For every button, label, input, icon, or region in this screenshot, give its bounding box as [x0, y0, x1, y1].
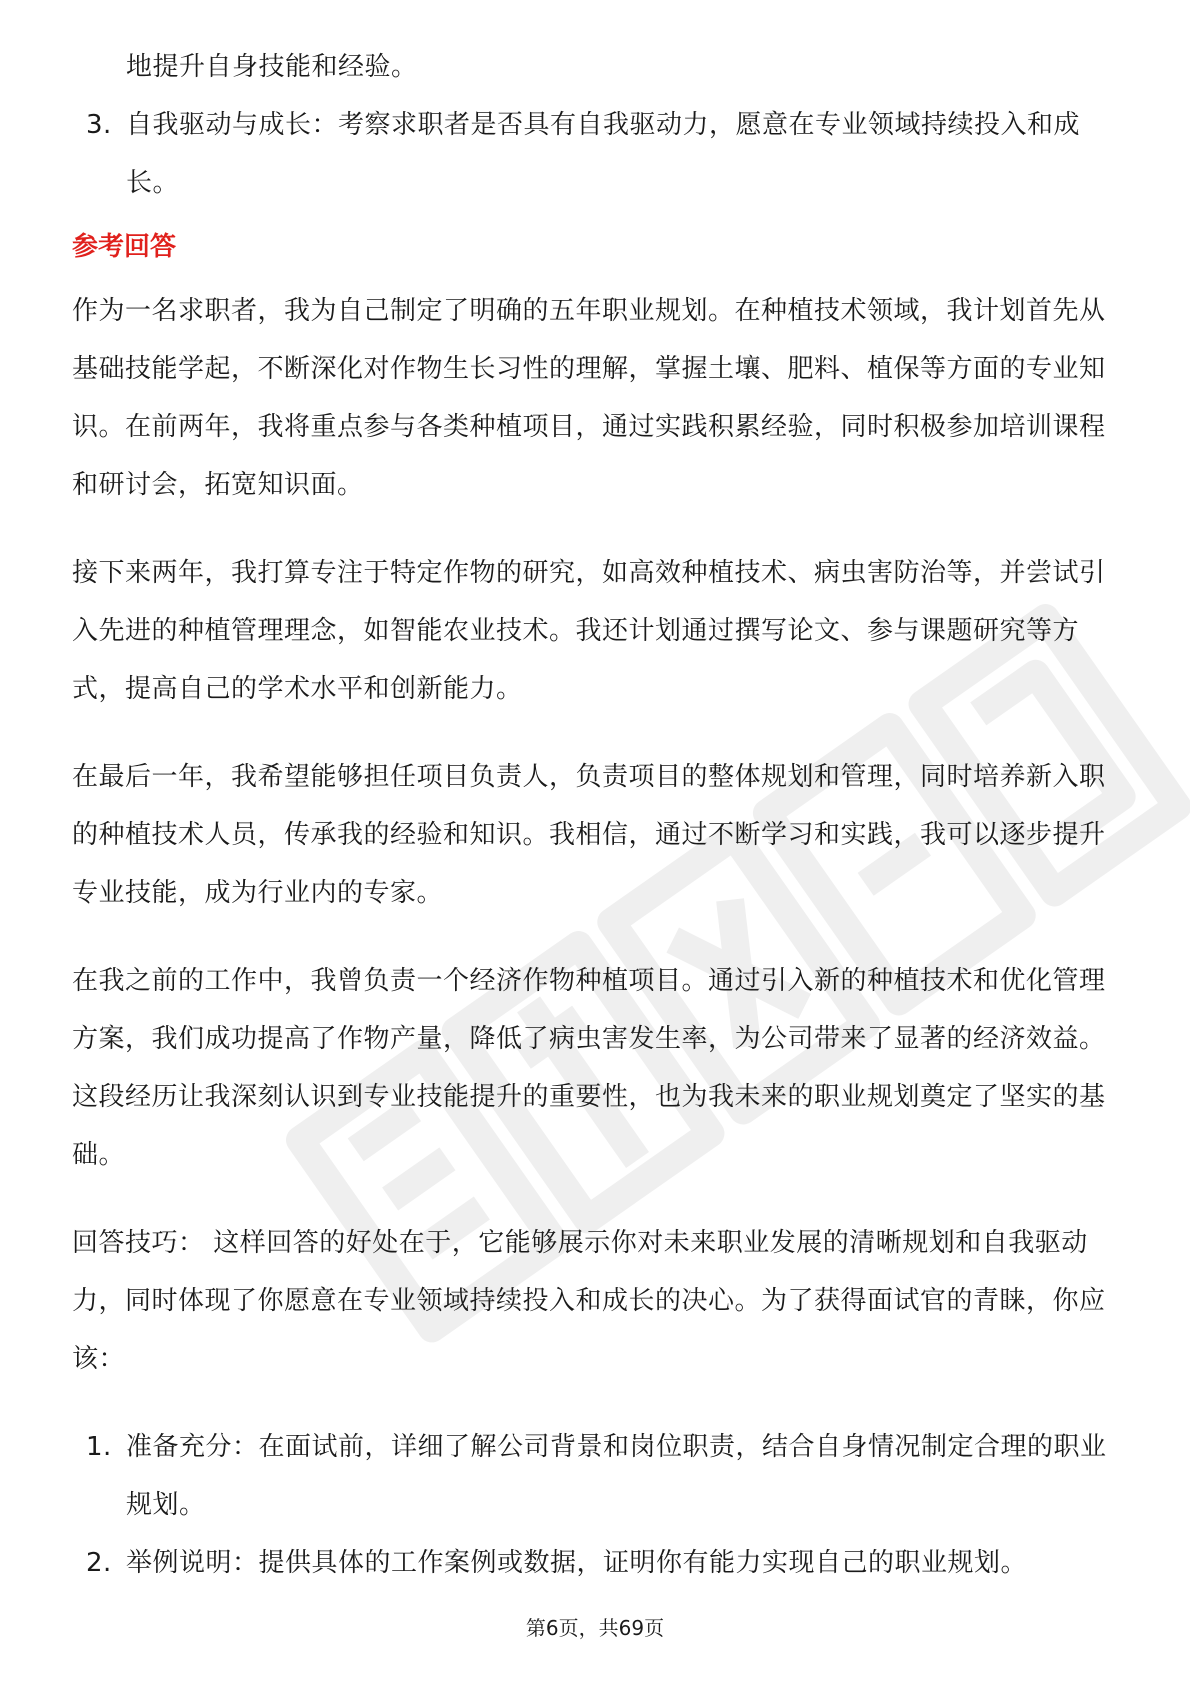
- list-number: 3.: [86, 110, 112, 140]
- document-body: [72, 38, 1122, 1592]
- list-text: 自我驱动与成长：考察求职者是否具有自我驱动力，愿意在专业领域持续投入和成长。: [126, 110, 1081, 198]
- list-item: [72, 1418, 1122, 1534]
- list-number: 2.: [86, 1548, 112, 1578]
- continuation-line: 地提升自身技能和经验。: [126, 52, 418, 82]
- section-title: 参考回答: [72, 232, 177, 262]
- list-text: 举例说明：提供具体的工作案例或数据，证明你有能力实现自己的职业规划。: [126, 1548, 1028, 1578]
- criteria-list: [72, 96, 1122, 212]
- page-footer: 第6页，共69页: [525, 1616, 665, 1640]
- list-item: [72, 96, 1122, 212]
- list-number: 1.: [86, 1432, 112, 1462]
- paragraph: 在最后一年，我希望能够担任项目负责人，负责项目的整体规划和管理，同时培养新入职的种植技术人员，传承我的经验和知识。我相信，通过不断学习和实践，我可以逐步提升专业技能，成为行业内的专家。: [72, 762, 1106, 908]
- tips-list: [72, 1418, 1122, 1592]
- paragraph: 接下来两年，我打算专注于特定作物的研究，如高效种植技术、病虫害防治等，并尝试引入先进的种植管理理念，如智能农业技术。我还计划通过撰写论文、参与课题研究等方式，提高自己的学术水平和创新能力。: [72, 558, 1106, 704]
- answer-tips-paragraph: 回答技巧： 这样回答的好处在于，它能够展示你对未来职业发展的清晰规划和自我驱动力，同时体现了你愿意在专业领域持续投入和成长的决心。为了获得面试官的青睐，你应该：: [72, 1228, 1106, 1374]
- paragraph: 在我之前的工作中，我曾负责一个经济作物种植项目。通过引入新的种植技术和优化管理方案，我们成功提高了作物产量，降低了病虫害发生率，为公司带来了显著的经济效益。这段经历让我深刻认识到专业技能提升的重要性，也为我未来的职业规划奠定了坚实的基础。: [72, 966, 1106, 1170]
- paragraph: 作为一名求职者，我为自己制定了明确的五年职业规划。在种植技术领域，我计划首先从基础技能学起，不断深化对作物生长习性的理解，掌握土壤、肥料、植保等方面的专业知识。在前两年，我将重点参与各类种植项目，通过实践积累经验，同时积极参加培训课程和研讨会，拓宽知识面。: [72, 296, 1106, 500]
- list-text: 准备充分：在面试前，详细了解公司背景和岗位职责，结合自身情况制定合理的职业规划。: [126, 1432, 1107, 1520]
- list-item: [72, 1534, 1122, 1592]
